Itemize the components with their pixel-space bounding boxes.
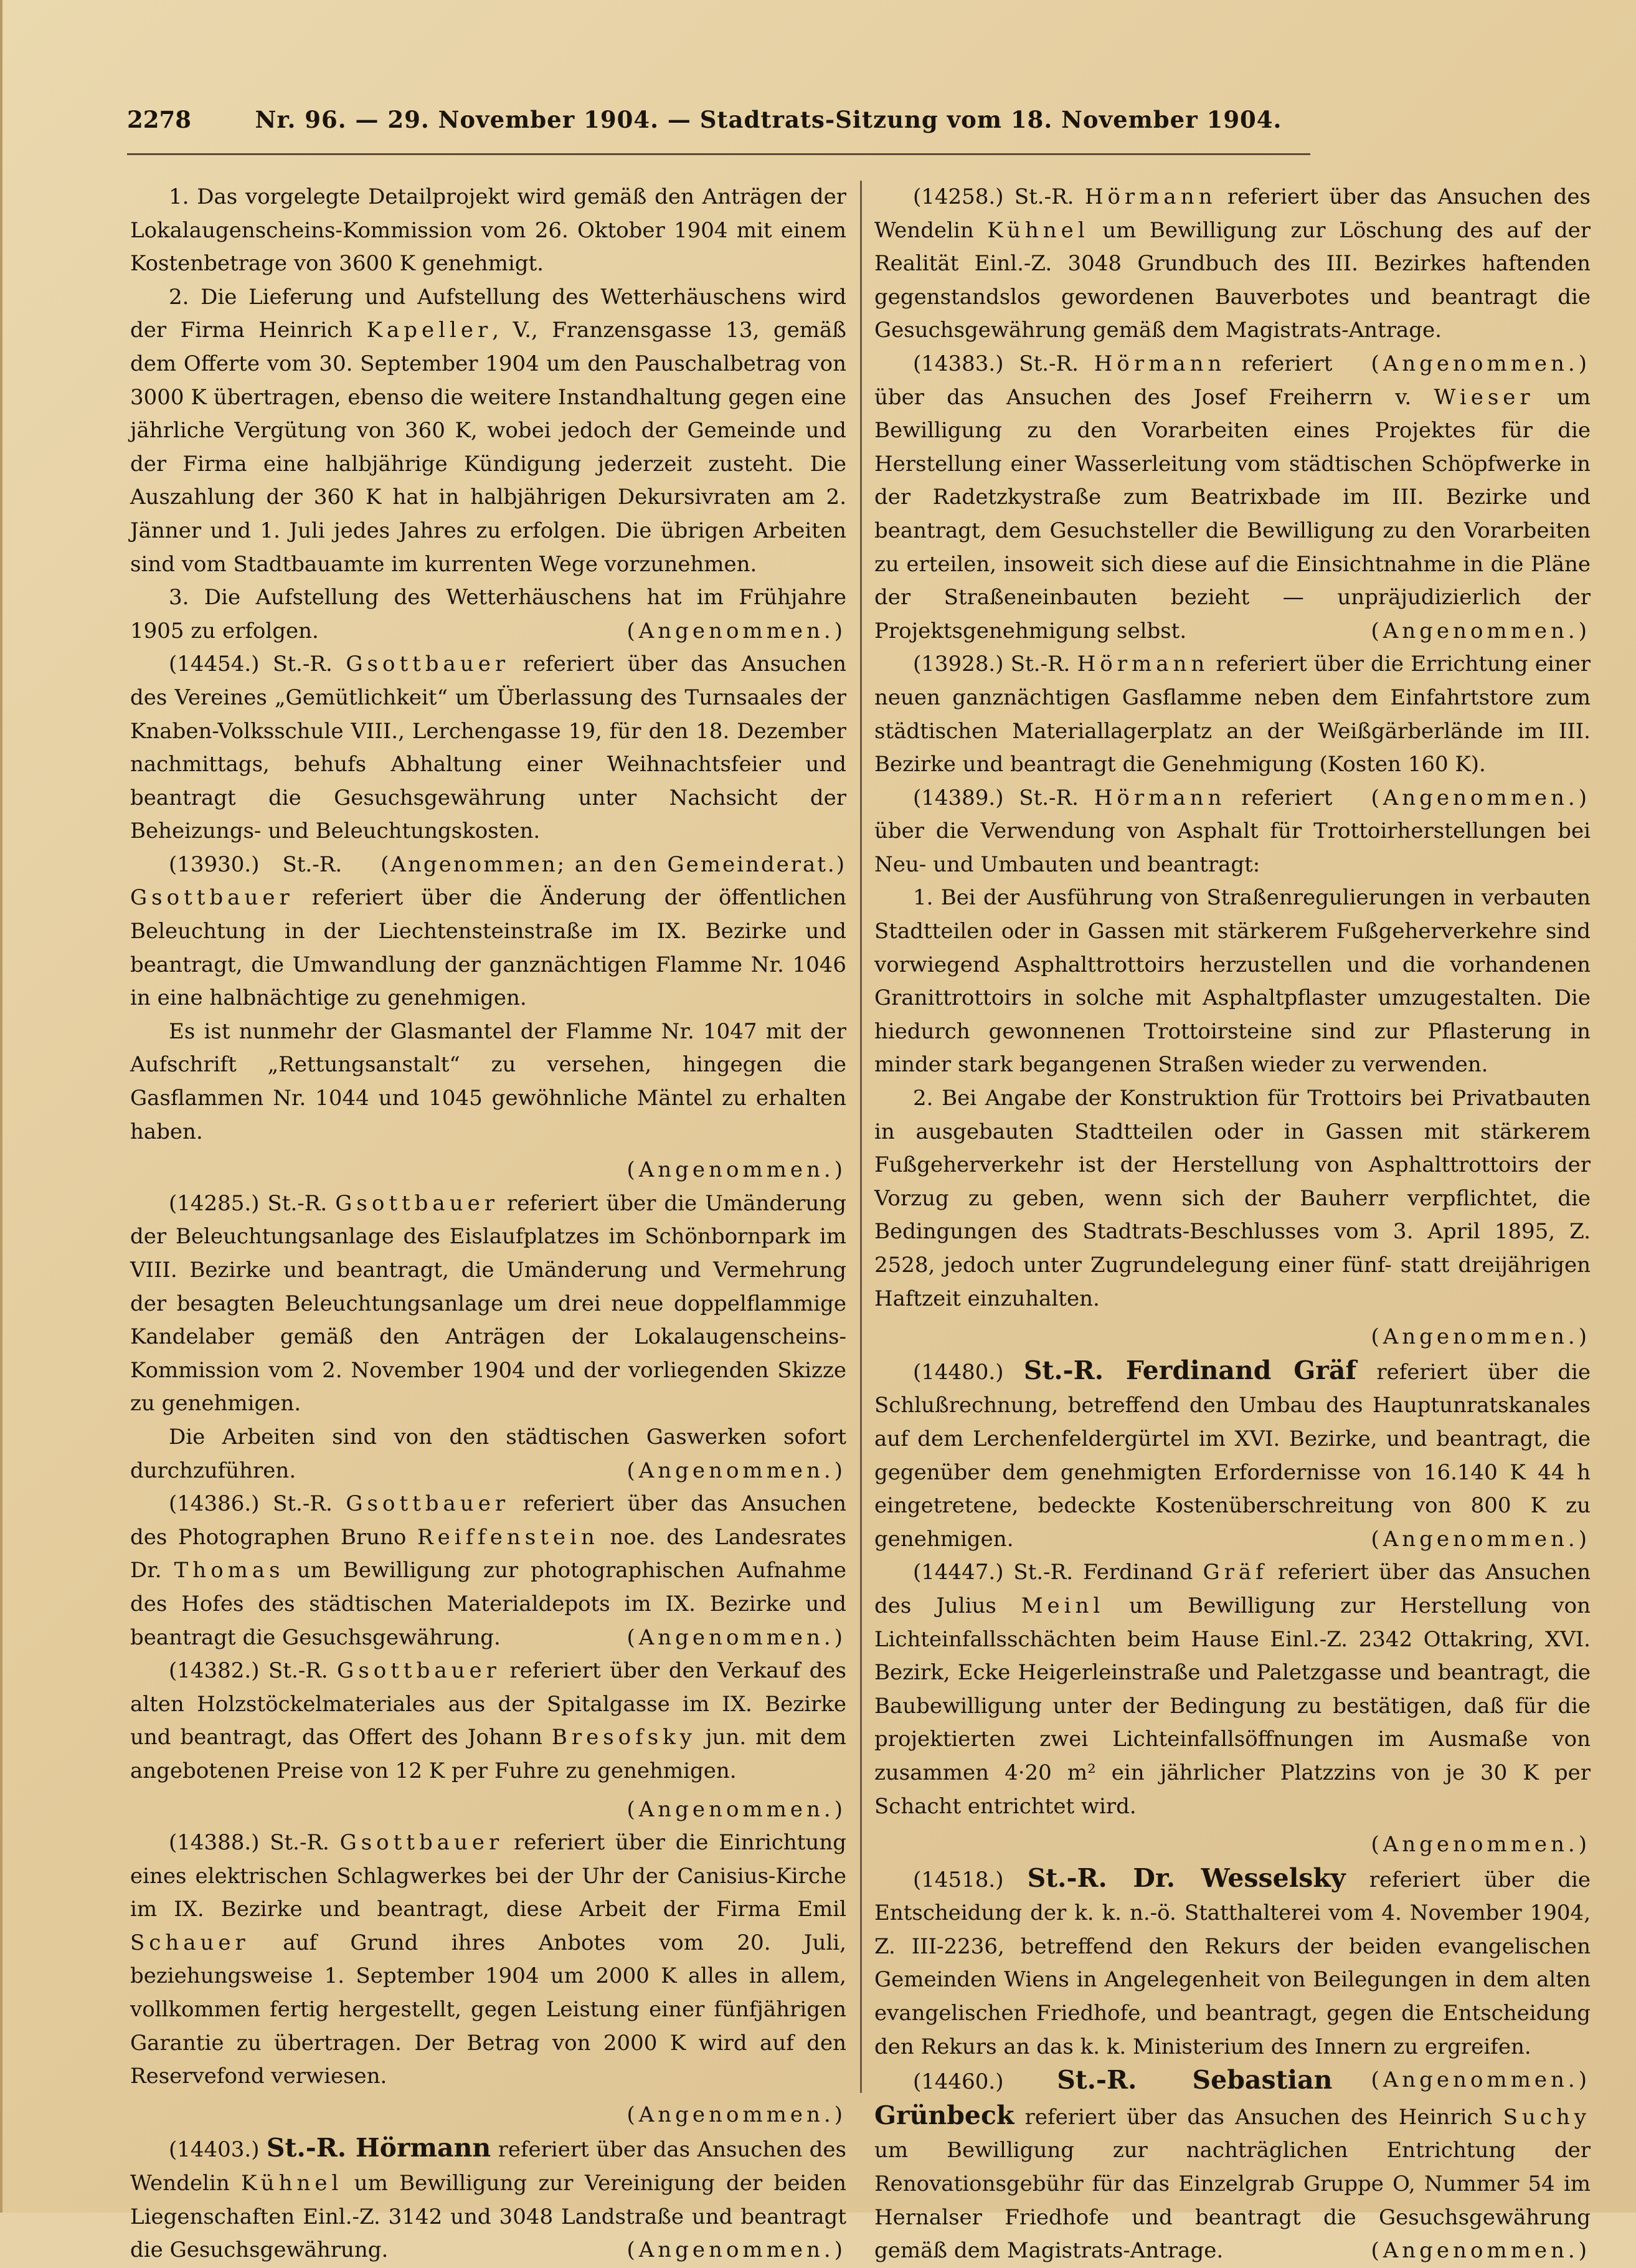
page-number: 2278	[127, 106, 191, 133]
header-rule	[127, 153, 1310, 155]
agenda-item: (14403.) St.-R. Hörmann referiert über das Ansuchen des Wendelin Kühnel um Bewilligung zur Vereinigung der beiden Liegenschaften Einl.-Z. 3142 und 3048 Landstraße und beantragt die Gesuchsgewährung. (Angenommen.)	[130, 2132, 846, 2267]
resolution-label: (Angenommen.)	[627, 618, 846, 643]
agenda-item: (14258.) St.-R. Hörmann referiert über das Ansuchen des Wendelin Kühnel um Bewilligung zur Löschung des auf der Realität Einl.-Z. 3048 Grundbuch des III. Bezirkes haftenden gegenstandslos gewordenen Bauverbotes und beantragt die Gesuchsgewährung gemäß dem Magistrats-Antrage. (Angenommen.)	[874, 181, 1591, 348]
speaker-name: St.-R. Hörmann	[266, 2133, 491, 2163]
speaker-name: St.-R. Dr. Wesselsky	[1027, 1862, 1346, 1893]
paragraph: Die Arbeiten sind von den städtischen Gaswerken sofort durchzuführen. (Angenommen.)	[130, 1421, 846, 1487]
paragraph: 1. Das vorgelegte Detailprojekt wird gemäß den Anträgen der Lokalaugenscheins-Kommission vom 26. Oktober 1904 mit einem Kostenbetrage von 3600 K genehmigt.	[130, 184, 846, 277]
paragraph: 3. Die Aufstellung des Wetterhäuschens hat im Frühjahre 1905 zu erfolgen. (Angenommen.)	[130, 581, 846, 648]
paragraph: 2. Bei Angabe der Konstruktion für Trottoirs bei Privatbauten in ausgebauten Stadtteilen oder in Gassen mit stärkerem Fußgeherverkehr ist der Herstellung von Asphalttrottoirs der Vorzug zu geben, wenn sich der Bauherr verpflichtet, die Bedingungen des Stadtrats-Beschlusses vom 3. April 1895, Z. 2528, jedoch unter Zugrundelegung einer fünf- statt dreijährigen Haftzeit einzuhalten. (Angenommen.)	[874, 1082, 1591, 1354]
resolution-label: (Angenommen.)	[627, 1625, 846, 1650]
column-divider	[860, 181, 862, 2093]
right-column	[874, 181, 1591, 2268]
paragraph: 2. Die Lieferung und Aufstellung des Wetterhäuschens wird der Firma Heinrich Kapeller, V., Franzensgasse 13, gemäß dem Offerte vom 30. September 1904 um den Pauschalbetrag von 3000 K übertragen, ebenso die weitere Instandhaltung gegen eine jährliche Vergütung von 360 K, wobei jedoch der Gemeinde und der Firma eine halbjährige Kündigung jederzeit zusteht. Die Auszahlung der 360 K hat in halbjährigen Dekursivraten am 2. Jänner und 1. Juli jedes Jahres zu erfolgen. Die übrigen Arbeiten sind vom Stadtbauamte im kurrenten Wege vorzunehmen.	[130, 284, 847, 577]
resolution-label: (Angenommen.)	[627, 1796, 846, 1822]
resolution-label: (Angenommen.)	[627, 2102, 846, 2127]
agenda-item: (14447.) St.-R. Ferdinand Gräf referiert über das Ansuchen des Julius Meinl um Bewilligung zur Herstellung von Lichteinfallsschächten beim Hause Einl.-Z. 2342 Ottakring, XVI. Bezirk, Ecke Heigerleinstraße und Paletzgasse und beantragt, die Baubewilligung unter der Bedingung zu bestätigen, daß für die projektierten zwei Lichteinfallsöffnungen im Ausmaße von zusammen 4·20 m² ein jährlicher Platzzins von je 30 K per Schacht entrichtet wird. (Angenommen.)	[874, 1556, 1591, 1861]
resolution-label: (Angenommen.)	[627, 2237, 846, 2263]
agenda-item: (14388.) St.-R. Gsottbauer referiert über die Einrichtung eines elektrischen Schlagwerkes bei der Uhr der Canisius-Kirche im IX. Bezirke und beantragt, diese Arbeit der Firma Emil Schauer auf Grund ihres Anbotes vom 20. Juli, beziehungsweise 1. September 1904 um 2000 K alles in allem, vollkommen fertig hergestellt, gegen Leistung einer fünfjährigen Garantie zu übertragen. Der Betrag von 2000 K wird auf den Reservefond verwiesen. (Angenommen.)	[130, 1826, 846, 2132]
agenda-item: (13930.) St.-R. Gsottbauer referiert über die Änderung der öffentlichen Beleuchtung in der Liechtensteinstraße im IX. Bezirke und beantragt, die Umwandlung der ganznächtigen Flamme Nr. 1046 in eine halbnächtige zu genehmigen.	[130, 852, 846, 1011]
speaker-name: St.-R. Ferdinand Gräf	[1023, 1355, 1357, 1385]
paragraph: 1. Bei der Ausführung von Straßenregulierungen in verbauten Stadtteilen oder in Gassen mit stärkerem Fußgeherverkehre sind vorwiegend Asphalttrottoirs herzustellen und die vorhandenen Granittrottoirs in solche mit Asphaltpflaster umzugestalten. Die hiedurch gewonnenen Trottoirsteine sind zur Pflasterung in minder stark begangenen Straßen wieder zu verwenden.	[874, 885, 1591, 1078]
resolution-label: (Angenommen.)	[1371, 2067, 1591, 2093]
resolution-label: (Angenommen.)	[627, 1157, 846, 1183]
resolution-label: (Angenommen.)	[1371, 2238, 1591, 2264]
resolution-label: (Angenommen.)	[1371, 351, 1591, 376]
agenda-item: (14389.) St.-R. Hörmann referiert über die Verwendung von Asphalt für Trottoirherstellungen bei Neu- und Umbauten und beantragt:	[874, 785, 1591, 877]
paragraph: Es ist nunmehr der Glasmantel der Flamme Nr. 1047 mit der Aufschrift „Rettungsanstalt“ zu versehen, hingegen die Gasflammen Nr. 1044 und 1045 gewöhnliche Mäntel zu erhalten haben. (Angenommen.)	[130, 1015, 846, 1187]
resolution-label: (Angenommen.)	[627, 1458, 846, 1483]
left-column	[130, 181, 846, 2267]
resolution-label: (Angenommen; an den Gemeinderat.)	[381, 852, 846, 877]
page-header	[127, 106, 1310, 133]
agenda-item: (14454.) St.-R. Gsottbauer referiert über das Ansuchen des Vereines „Gemütlichkeit“ um Überlassung des Turnsaales der Knaben-Volksschule VIII., Lerchengasse 19, für den 18. Dezember nachmittags, behufs Abhaltung einer Weihnachtsfeier und beantragt die Gesuchsgewährung unter Nachsicht der Beheizungs- und Beleuchtungskosten. (Angenommen; an den Gemeinderat.)	[130, 648, 846, 848]
agenda-item: (14383.) St.-R. Hörmann referiert über das Ansuchen des Josef Freiherrn v. Wieser um Bewilligung zu den Vorarbeiten eines Projektes für die Herstellung einer Wasserleitung vom städtischen Schöpfwerke in der Radetzkystraße zum Beatrixbade im III. Bezirke und beantragt, dem Gesuchsteller die Bewilligung zu den Vorarbeiten zu erteilen, insoweit sich diese auf die Einsichtnahme in die Pläne der Straßeneinbauten bezieht — unpräjudizierlich der Projektsgenehmigung selbst. (Angenommen.)	[874, 348, 1591, 648]
agenda-item: (13928.) St.-R. Hörmann referiert über die Errichtung einer neuen ganznächtigen Gasflamme neben dem Einfahrtstore zum städtischen Materiallagerplatz an der Weißgärberlände im III. Bezirke und beantragt die Genehmigung (Kosten 160 K). (Angenommen.)	[874, 648, 1591, 781]
resolution-label: (Angenommen.)	[1371, 1832, 1591, 1858]
resolution-label: (Angenommen.)	[1371, 1324, 1591, 1350]
agenda-item: (14386.) St.-R. Gsottbauer referiert über das Ansuchen des Photographen Bruno Reiffenstein noe. des Landesrates Dr. Thomas um Bewilligung zur photographischen Aufnahme des Hofes des städtischen Materialdepots im IX. Bezirke und beantragt die Gesuchsgewährung. (Angenommen.)	[130, 1487, 846, 1654]
agenda-item: (14382.) St.-R. Gsottbauer referiert über den Verkauf des alten Holzstöckelmateriales aus der Spitalgasse im IX. Bezirke und beantragt, das Offert des Johann Bresofsky jun. mit dem angebotenen Preise von 12 K per Fuhre zu genehmigen. (Angenommen.)	[130, 1654, 846, 1826]
speaker-name: St.-R. Sebastian Grünbeck	[874, 2065, 1333, 2130]
agenda-item: (14518.) St.-R. Dr. Wesselsky referiert über die Entscheidung der k. k. n.-ö. Statthalterei vom 4. November 1904, Z. III-2236, betreffend den Rekurs der beiden evangelischen Gemeinden Wiens in Angelegenheit von Beilegungen in dem alten evangelischen Friedhofe, und beantragt, gegen die Entscheidung den Rekurs an das k. k. Ministerium des Innern zu ergreifen. (Angenommen.)	[874, 1862, 1591, 2064]
agenda-item: (14480.) St.-R. Ferdinand Gräf referiert über die Schlußrechnung, betreffend den Umbau des Hauptunratskanales auf dem Lerchenfeldergürtel im XVI. Bezirke, und beantragt, die gegenüber dem genehmigten Erfordernisse von 16.140 K 44 h eingetretene, bedeckte Kostenüberschreitung von 800 K zu genehmigen. (Angenommen.)	[874, 1354, 1591, 1557]
resolution-label: (Angenommen.)	[1371, 618, 1591, 643]
running-head: Nr. 96. — 29. November 1904. — Stadtrats-Sitzung vom 18. November 1904.	[255, 106, 1282, 133]
resolution-label: (Angenommen.)	[1371, 1526, 1591, 1552]
resolution-label: (Angenommen.)	[1371, 785, 1591, 810]
agenda-item: (14285.) St.-R. Gsottbauer referiert über die Umänderung der Beleuchtungsanlage des Eislaufplatzes im Schönbornpark im VIII. Bezirke und beantragt, die Umänderung und Vermehrung der besagten Beleuchtungsanlage um drei neue doppelflammige Kandelaber gemäß den Anträgen der Lokalaugenscheins-Kommission vom 2. November 1904 und der vorliegenden Skizze zu genehmigen.	[130, 1190, 846, 1416]
agenda-item: (14460.) St.-R. Sebastian Grünbeck referiert über das Ansuchen des Heinrich Suchy um Bewilligung zur nachträglichen Entrichtung der Renovationsgebühr für das Einzelgrab Gruppe O, Nummer 54 im Hernalser Friedhofe und beantragt die Gesuchsgewährung gemäß dem Magistrats-Antrage. (Angenommen.)	[874, 2064, 1591, 2268]
